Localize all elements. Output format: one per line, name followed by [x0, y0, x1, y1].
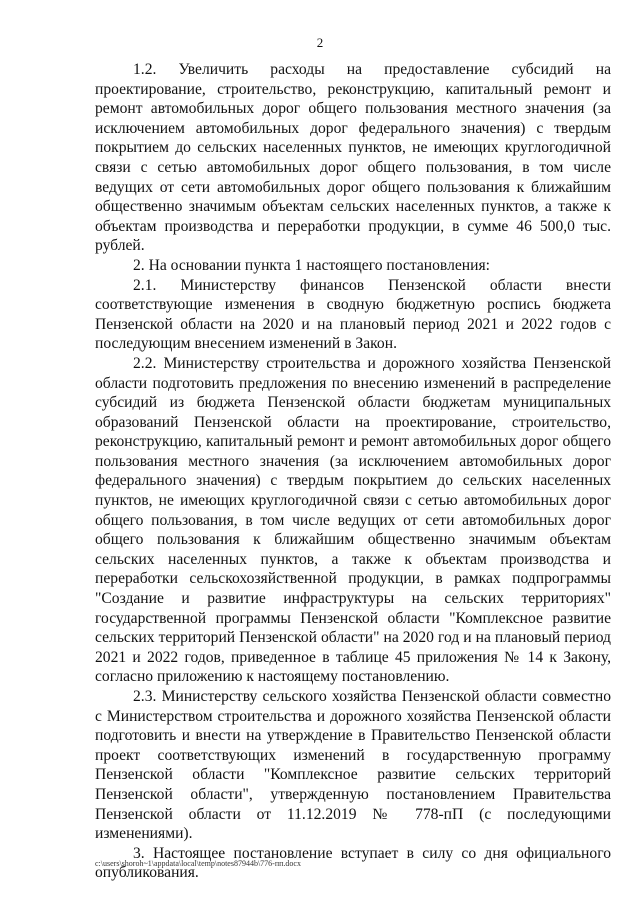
paragraph-2: 2. На основании пункта 1 настоящего постановления:: [133, 256, 490, 274]
footer-file-path: c:\users\shoroh~1\appdata\local\temp\notes87944b\776-пп.docx: [95, 859, 301, 868]
paragraph-1-2: 1.2. Увеличить расходы на предоставление субсидий на проектирование, строительство, реконструкцию, капитальный ремонт и ремонт автомобильных дорог общего пользования местного значения (за исключением автомобильных дорог федерального значения) с твердым покрытием до сельских населенных пунктов, не имеющих круглогодичной связи с сетью автомобильных дорог общего пользования, в том числе ведущих от сети автомобильных дорог общего пользования к ближайшим общественно значимым объектам сельских населенных пунктов, а также к объектам производства и переработки продукции, в сумме 46 500,0 тыс. рублей.: [95, 61, 611, 255]
paragraph-2-2: 2.2. Министерству строительства и дорожного хозяйства Пензенской области подготовить предложения по внесению изменений в распределение субсидий из бюджета Пензенской области бюджетам муниципальных образований Пензенской области на проектирование, строительство, реконструкцию, капитальный ремонт и ремонт автомобильных дорог общего пользования местного значения (за исключением автомобильных дорог федерального значения) с твердым покрытием до сельских населенных пунктов, не имеющих круглогодичной связи с сетью автомобильных дорог общего пользования, в том числе ведущих от сети автомобильных дорог общего пользования к ближайшим общественно значимым объектам сельских населенных пунктов, а также к объектам производства и переработки сельскохозяйственной продукции, в рамках подпрограммы "Создание и развитие инфраструктуры на сельских территориях" государственной программы Пензенской области "Комплексное развитие сельских территорий Пензенской области" на 2020 год и на плановый период 2021 и 2022 годов, приведенное в таблице 45 приложения № 14 к Закону, согласно приложению к настоящему постановлению.: [95, 354, 611, 686]
paragraph-2-3: 2.3. Министерству сельского хозяйства Пензенской области совместно с Министерством строительства и дорожного хозяйства Пензенской области подготовить и внести на утверждение в Правительство Пензенской области проект соответствующих изменений в государственную программу Пензенской области "Комплексное развитие сельских территорий Пензенской области", утвержденную постановлением Правительства Пензенской области от 11.12.2019 № 778-пП (с последующими изменениями).: [95, 688, 611, 843]
paragraph-3: 3. Настоящее постановление вступает в силу со дня официального опубликования.: [95, 844, 611, 882]
document-body: [95, 60, 611, 883]
page-number: 2: [316, 35, 324, 50]
paragraph-2-1: 2.1. Министерству финансов Пензенской области внести соответствующие изменения в сводную бюджетную роспись бюджета Пензенской области на 2020 и на плановый период 2021 и 2022 годов с последующим внесением изменений в Закон.: [95, 276, 611, 353]
